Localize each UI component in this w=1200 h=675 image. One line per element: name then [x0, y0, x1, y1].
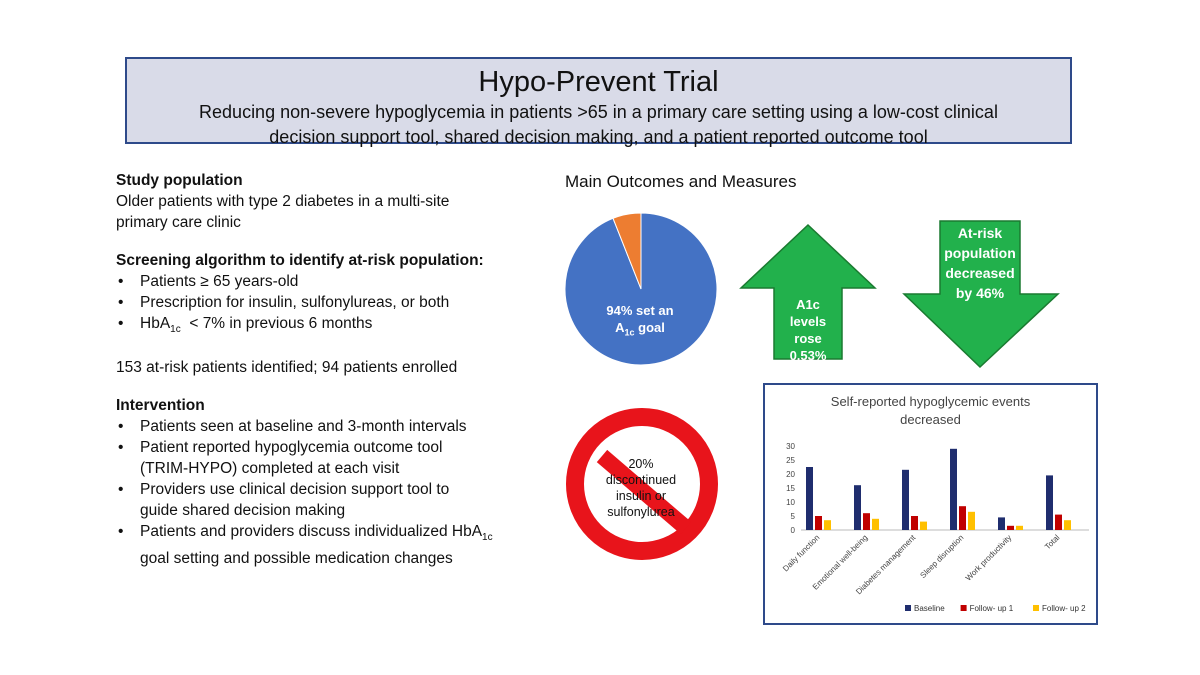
- page-title: Hypo-Prevent Trial: [478, 66, 719, 98]
- x-tick-label: Total: [1043, 533, 1062, 552]
- x-tick-label: Work productivity: [963, 533, 1014, 583]
- discontinued-label: 20% discontinued insulin or sulfonylurea: [605, 457, 677, 519]
- y-tick-label: 10: [786, 498, 795, 507]
- legend-swatch: [905, 605, 911, 611]
- at-risk-outcome-label: At-risk population decreased by 46%: [944, 225, 1016, 301]
- intervention-item: • Providers use clinical decision support tool to guide shared decision making: [116, 479, 536, 521]
- goal-pie-chart: [563, 211, 719, 367]
- title-banner: [125, 57, 1072, 147]
- bar-follow-up-1: [863, 513, 870, 530]
- outcomes-title: Main Outcomes and Measures: [565, 172, 797, 191]
- y-tick-label: 20: [786, 470, 795, 479]
- hba-criterion: < 7% in previous 6 months: [180, 315, 373, 332]
- subtitle-line-2: decision support tool, shared decision making, and a patient reported outcome tool: [269, 127, 928, 147]
- bar-baseline: [854, 485, 861, 530]
- study-details: [116, 170, 536, 569]
- bar-follow-up-1: [911, 516, 918, 530]
- bar-follow-up-1: [1007, 526, 1014, 530]
- a1c-outcome-label: A1c levels rose 0.53%: [789, 297, 827, 363]
- legend-swatch: [1033, 605, 1039, 611]
- y-tick-label: 5: [790, 512, 795, 521]
- intervention-item: • Patients seen at baseline and 3-month intervals: [116, 416, 536, 437]
- study-population-line-2: primary care clinic: [116, 214, 241, 231]
- bar-follow-up-1: [1055, 515, 1062, 530]
- pie-label: 94% set an $A_{1c}$ goal: [606, 303, 674, 338]
- subtitle-line-1: Reducing non-severe hypoglycemia in patients >65 in a primary care setting using a low-cost clinical: [199, 102, 998, 122]
- screening-item: • Patients ≥ 65 years-old: [116, 271, 536, 292]
- legend-swatch: [961, 605, 967, 611]
- bar-follow-up-1: [815, 516, 822, 530]
- x-tick-label: Sleep disruption: [918, 533, 966, 580]
- legend-label: Baseline: [914, 604, 945, 613]
- x-tick-label: Emotional well-being: [810, 533, 870, 592]
- bar-baseline: [998, 517, 1005, 530]
- bar-follow-up-2: [920, 522, 927, 530]
- screening-list: [116, 271, 536, 340]
- hba-subscript: 1c: [170, 324, 181, 336]
- bar-baseline: [1046, 475, 1053, 530]
- legend-label: Follow- up 1: [969, 604, 1014, 613]
- screening-item: • Prescription for insulin, sulfonylureas, or both: [116, 292, 536, 313]
- legend-label: Follow- up 2: [1042, 604, 1086, 613]
- chart-title: Self-reported hypoglycemic events decreased: [830, 394, 1031, 427]
- x-tick-label: Diabetes management: [854, 533, 918, 597]
- y-tick-label: 30: [786, 442, 795, 451]
- study-population-heading: Study population: [116, 172, 243, 189]
- screening-item-hba1c: [116, 313, 536, 340]
- intervention-item: • Patients and providers discuss individualized HbA$_{1c}$ goal setting and possible medication changes: [116, 521, 536, 569]
- y-tick-label: 0: [790, 526, 795, 535]
- bar-follow-up-1: [959, 506, 966, 530]
- intervention-item: • Patient reported hypoglycemia outcome tool (TRIM-HYPO) completed at each visit: [116, 437, 536, 479]
- bar-follow-up-2: [824, 520, 831, 530]
- hba-text: HbA: [140, 315, 171, 332]
- bar-follow-up-2: [1016, 526, 1023, 530]
- bar-chart-svg: [765, 385, 1096, 623]
- bar-follow-up-2: [968, 512, 975, 530]
- y-tick-label: 25: [786, 456, 795, 465]
- bar-follow-up-2: [1064, 520, 1071, 530]
- bar-baseline: [806, 467, 813, 530]
- intervention-list: [116, 416, 536, 569]
- enrollment-summary: 153 at-risk patients identified; 94 patients enrolled: [116, 359, 458, 377]
- bar-baseline: [902, 470, 909, 530]
- bar-baseline: [950, 449, 957, 530]
- screening-heading: Screening algorithm to identify at-risk population:: [116, 252, 484, 269]
- bar-follow-up-2: [872, 519, 879, 530]
- intervention-heading: Intervention: [116, 397, 205, 415]
- y-tick-label: 15: [786, 484, 795, 493]
- hypoglycemic-events-chart: [763, 383, 1098, 625]
- study-population-line-1: Older patients with type 2 diabetes in a multi-site: [116, 193, 450, 210]
- x-tick-label: Daily function: [781, 533, 822, 574]
